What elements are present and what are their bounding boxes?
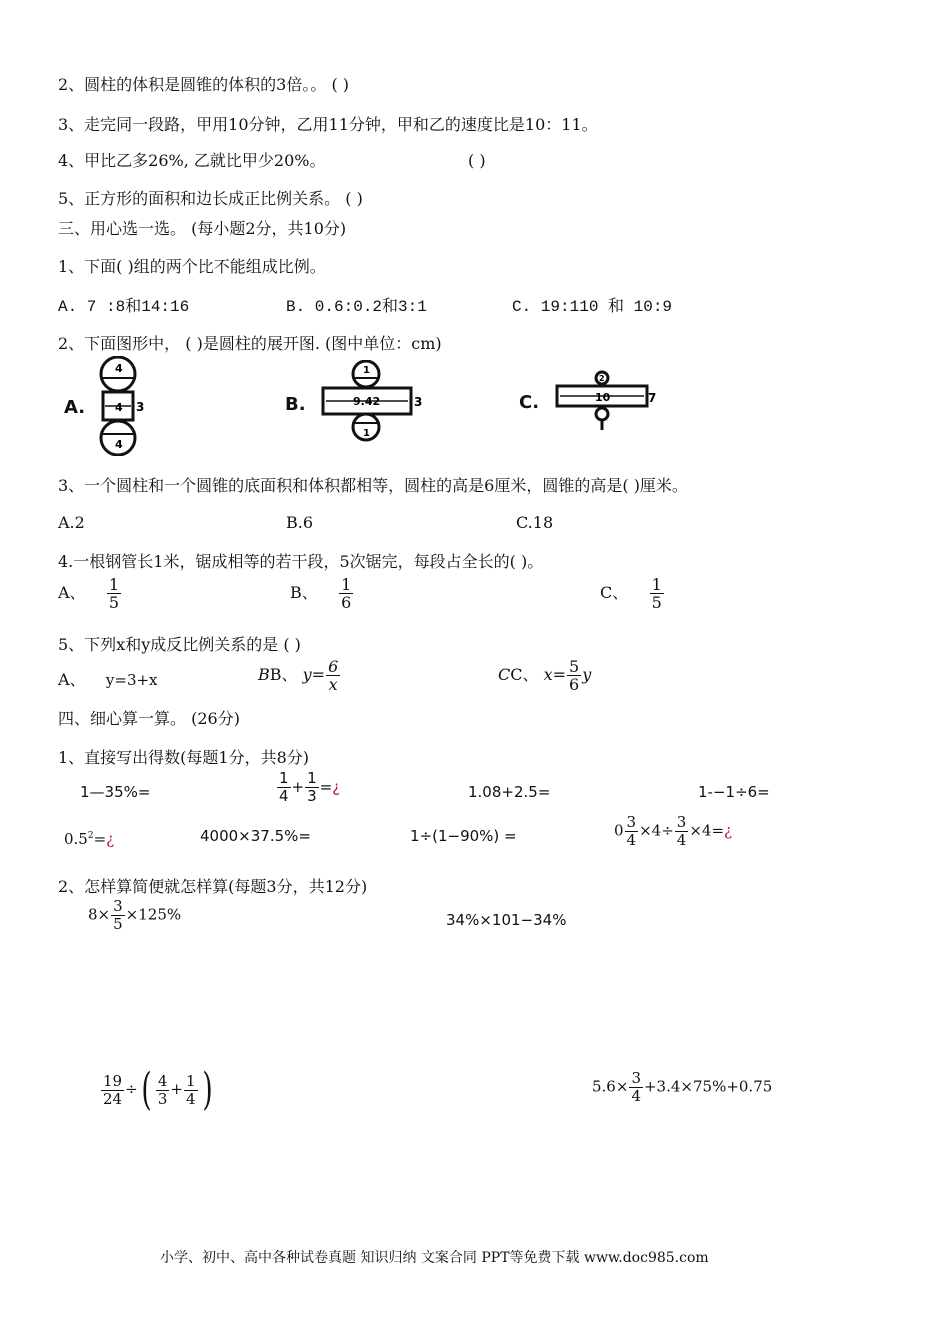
calc-2-2: 4000×37.5%= <box>200 827 311 845</box>
calc-2-4: 0 $\frac{3}{4}$ ×4÷ $\frac{3}{4}$ ×4=¿ <box>614 813 733 849</box>
section4-title: 四、细心算一算。 (26分) <box>58 709 240 728</box>
q3-stem: 3、一个圆柱和一个圆锥的底面积和体积都相等，圆柱的高是6厘米，圆锥的高是( )厘米。 <box>58 476 688 495</box>
net-b-bottom-num: 1 <box>363 428 370 439</box>
q2-b-label: B. <box>285 394 306 415</box>
net-b-top-num: 1 <box>363 365 370 376</box>
q5-option-a: A、 y=3+x <box>58 670 158 689</box>
judge-item-3: 3、走完同一段路，甲用10分钟，乙用11分钟，甲和乙的速度比是10：11。 <box>58 115 598 134</box>
net-a-bottom-num: 4 <box>115 438 123 451</box>
net-b-mid-num: 9.42 <box>353 395 381 408</box>
cylinder-net-b-figure <box>318 360 428 442</box>
calc-1-1: 1—35%= <box>80 783 151 801</box>
q5-stem: 5、下列x和y成反比例关系的是 ( ) <box>58 635 301 654</box>
cylinder-net-c-figure <box>552 366 662 436</box>
q4-option-b: B、 $\frac{1}{6}$ <box>290 575 352 612</box>
part2-title: 2、怎样算简便就怎样算(每题3分，共12分) <box>58 877 368 896</box>
judge-item-5: 5、正方形的面积和边长成正比例关系。 ( ) <box>58 189 363 208</box>
q3-option-c: C.18 <box>516 513 554 532</box>
net-c-side-num: 7 <box>648 391 657 405</box>
q4-option-a: A、 $\frac{1}{5}$ <box>58 575 120 612</box>
net-a-mid-num: 4 <box>115 401 123 414</box>
simplify-4: 5.6× $\frac{3}{4}$ +3.4×75%+0.75 <box>592 1069 773 1105</box>
q4-b-fraction: $\frac{1}{6}$ <box>341 575 352 612</box>
calc-1-4: 1-−1÷6= <box>698 783 770 801</box>
judge-item-4-paren: ( ) <box>468 151 486 170</box>
calc-1-2: $\frac{1}{4}$ + $\frac{1}{3}$ =¿ <box>279 769 341 805</box>
net-c-mid-num: 10 <box>595 391 611 404</box>
q2-stem: 2、下面图形中， ( )是圆柱的展开图. (图中单位：cm) <box>58 334 442 353</box>
q1-option-c: C. 19:110 和 10:9 <box>512 298 673 316</box>
simplify-1: 8× $\frac{3}{5}$ ×125% <box>88 897 182 933</box>
net-a-top-num: 4 <box>115 362 123 375</box>
page-footer: 小学、初中、高中各种试卷真题 知识归纳 文案合同 PPT等免费下载 www.doc985.com <box>160 1250 709 1266</box>
q1-stem: 1、下面( )组的两个比不能组成比例。 <box>58 257 326 276</box>
net-b-side-num: 3 <box>414 395 423 409</box>
q5-option-c: CC、 x= $\frac{5}{6}$ y <box>498 657 592 694</box>
simplify-3: $\frac{19}{24}$ ÷( $\frac{4}{3}$ + $\frac{1}{4}$ ) <box>103 1064 213 1115</box>
judge-item-2: 2、圆柱的体积是圆锥的体积的3倍。。 ( ) <box>58 75 350 94</box>
q5-option-b: BB、 y= $\frac{6}{x}$ <box>258 657 339 694</box>
part1-title: 1、直接写出得数(每题1分，共8分) <box>58 748 310 767</box>
q4-stem: 4.一根钢管长1米，锯成相等的若干段，5次锯完，每段占全长的( )。 <box>58 552 544 571</box>
q1-option-a: A. 7 :8和14:16 <box>58 298 190 316</box>
calc-2-1: $0.5^2=¿$ <box>64 830 115 848</box>
q4-a-fraction: $\frac{1}{5}$ <box>108 575 120 612</box>
section3-title: 三、用心选一选。 (每小题2分，共10分) <box>58 219 347 238</box>
q2-a-label: A. <box>64 397 86 418</box>
q4-c-fraction: $\frac{1}{5}$ <box>651 575 662 612</box>
q3-option-a: A.2 <box>58 513 85 532</box>
net-c-top-num: 2 <box>599 374 605 383</box>
q1-option-b: B. 0.6:0.2和3:1 <box>286 298 427 316</box>
calc-1-3: 1.08+2.5= <box>468 783 551 801</box>
q5-b-fraction: $\frac{6}{x}$ <box>328 657 339 694</box>
q4-option-c: C、 $\frac{1}{5}$ <box>600 575 662 612</box>
q3-option-b: B.6 <box>286 513 314 532</box>
calc-2-3: 1÷(1−90%) = <box>410 827 517 845</box>
q5-c-fraction: $\frac{5}{6}$ <box>569 657 580 694</box>
simplify-2: 34%×101−34% <box>446 911 567 929</box>
cylinder-net-a-figure <box>95 356 165 456</box>
net-a-side-num: 3 <box>136 400 145 414</box>
q2-c-label: C. <box>519 392 540 413</box>
judge-item-4: 4、甲比乙多26%, 乙就比甲少20%。 <box>58 151 326 170</box>
